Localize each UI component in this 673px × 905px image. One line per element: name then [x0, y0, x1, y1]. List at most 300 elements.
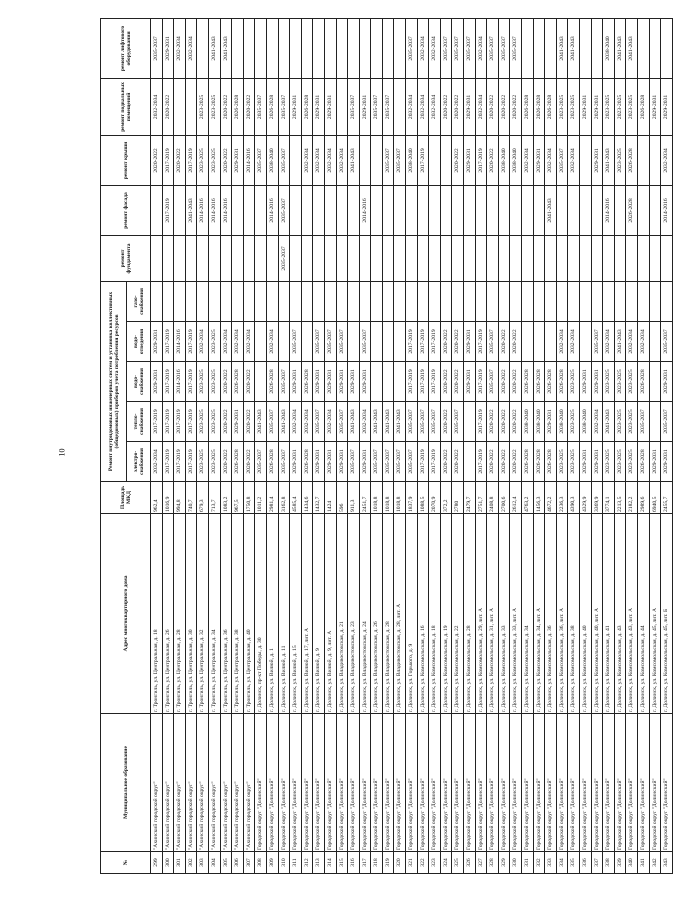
roof-cell: 2038-2040	[510, 135, 522, 185]
lift-cell: 2041-2043	[614, 18, 626, 78]
basement-cell: 2020-2022	[487, 78, 499, 135]
foundation-cell	[510, 235, 522, 281]
electro-cell: 2035-2037	[406, 442, 418, 482]
address-cell: г. Долинск, ул. Вилюй, д. 15	[290, 514, 302, 714]
table-row	[510, 18, 522, 873]
sewer-cell: 2032-2034	[637, 322, 649, 362]
table-row	[579, 18, 591, 873]
water-cell: 2020-2022	[498, 362, 510, 402]
table-row	[440, 18, 452, 873]
table-row	[151, 18, 163, 873]
lift-cell: 2035-2037	[440, 18, 452, 78]
electro-cell: 2035-2037	[371, 442, 383, 482]
row-number: 303	[197, 852, 209, 874]
water-cell: 2017-2019	[162, 362, 174, 402]
basement-cell: 2026-2028	[637, 78, 649, 135]
address-cell: г. Долинск, ул. Владивостокская, д. 28, лит. А	[394, 514, 406, 714]
gas-cell	[371, 281, 383, 321]
table-row	[208, 18, 220, 873]
electro-cell: 2029-2031	[324, 442, 336, 482]
gas-cell	[498, 281, 510, 321]
sewer-cell: 2032-2034	[197, 322, 209, 362]
address-cell: г. Долинск, ул. Комсомольская, д. 43	[614, 514, 626, 714]
foundation-cell	[243, 235, 255, 281]
row-number: 328	[487, 852, 499, 874]
heat-cell: 2032-2034	[324, 402, 336, 442]
lift-cell	[371, 18, 383, 78]
municipality-cell: Городской округ "Долинский"	[556, 714, 568, 852]
area-cell: 3774,1	[603, 482, 615, 514]
electro-cell: 2020-2022	[220, 442, 232, 482]
lift-cell: 2035-2037	[464, 18, 476, 78]
row-number: 317	[359, 852, 371, 874]
electro-cell: 2017-2019	[429, 442, 441, 482]
electro-cell: 2032-2034	[151, 442, 163, 482]
basement-cell	[394, 78, 406, 135]
area-cell: 1434,6	[301, 482, 313, 514]
sewer-cell: 2023-2025	[208, 322, 220, 362]
heat-cell: 2029-2031	[232, 402, 244, 442]
water-cell: 2026-2028	[301, 362, 313, 402]
lift-cell	[255, 18, 267, 78]
basement-cell: 2023-2025	[626, 78, 638, 135]
row-number: 306	[232, 852, 244, 874]
municipality-cell: Городской округ "Долинский"	[324, 714, 336, 852]
area-cell: 2070,9	[429, 482, 441, 514]
lift-cell: 2041-2043	[208, 18, 220, 78]
electro-cell: 2026-2028	[301, 442, 313, 482]
water-cell: 2023-2025	[208, 362, 220, 402]
facade-cell	[579, 185, 591, 235]
header-num: №	[101, 852, 151, 874]
lift-cell: 2035-2037	[452, 18, 464, 78]
heat-cell: 2041-2043	[348, 402, 360, 442]
table-row	[220, 18, 232, 873]
basement-cell: 2032-2034	[151, 78, 163, 135]
basement-cell: 2029-2031	[649, 78, 661, 135]
row-number: 327	[475, 852, 487, 874]
municipality-cell: Городской округ "Долинский"	[637, 714, 649, 852]
address-cell: г. Долинск, ул. Комсомольская, д. 41	[603, 514, 615, 714]
basement-cell: 2029-2031	[359, 78, 371, 135]
foundation-cell	[371, 235, 383, 281]
sewer-cell: 2029-2031	[151, 322, 163, 362]
foundation-cell	[591, 235, 603, 281]
water-cell: 2029-2031	[579, 362, 591, 402]
basement-cell: 2026-2028	[266, 78, 278, 135]
table-row	[429, 18, 441, 873]
roof-cell: 2017-2019	[185, 135, 197, 185]
lift-cell	[301, 18, 313, 78]
area-cell: 1837,9	[406, 482, 418, 514]
address-cell: г. Долинск, ул. Вилюй, д. 1	[266, 514, 278, 714]
area-cell: 994,8	[174, 482, 186, 514]
heat-cell: 2041-2043	[278, 402, 290, 442]
table-row	[382, 18, 394, 873]
row-number: 343	[661, 852, 673, 874]
row-number: 331	[522, 852, 534, 874]
water-cell: 2014-2016	[174, 362, 186, 402]
water-cell: 2020-2022	[220, 362, 232, 402]
row-number: 309	[266, 852, 278, 874]
foundation-cell	[429, 235, 441, 281]
foundation-cell	[255, 235, 267, 281]
foundation-cell	[545, 235, 557, 281]
heat-cell: 2023-2025	[568, 402, 580, 442]
area-cell: 3162,8	[278, 482, 290, 514]
municipality-cell: Городской округ "Долинский"	[266, 714, 278, 852]
sewer-cell: 2020-2022	[498, 322, 510, 362]
address-cell: г. Тронгиль, ул. Центральная, д. 28	[174, 514, 186, 714]
electro-cell: 2023-2025	[614, 442, 626, 482]
area-cell: 1424	[324, 482, 336, 514]
water-cell: 2035-2037	[278, 362, 290, 402]
roof-cell: 2032-2034	[336, 135, 348, 185]
gas-cell	[243, 281, 255, 321]
heat-cell: 2041-2043	[371, 402, 383, 442]
gas-cell	[185, 281, 197, 321]
foundation-cell	[359, 235, 371, 281]
area-cell: 2479,7	[464, 482, 476, 514]
foundation-cell	[556, 235, 568, 281]
area-cell: 911,3	[348, 482, 360, 514]
foundation-cell	[464, 235, 476, 281]
municipality-cell: Городской округ "Долинский"	[603, 714, 615, 852]
electro-cell: 2035-2037	[278, 442, 290, 482]
electro-cell: 2029-2031	[359, 442, 371, 482]
electro-cell: 2035-2037	[394, 442, 406, 482]
facade-cell	[498, 185, 510, 235]
basement-cell: 2032-2034	[406, 78, 418, 135]
heat-cell: 2020-2022	[243, 402, 255, 442]
gas-cell	[232, 281, 244, 321]
water-cell: 2029-2031	[359, 362, 371, 402]
sewer-cell	[545, 322, 557, 362]
heat-cell: 2035-2037	[661, 402, 673, 442]
roof-cell	[440, 135, 452, 185]
heat-cell: 2023-2025	[626, 402, 638, 442]
municipality-cell: "Ахинский городской округ"	[151, 714, 163, 852]
lift-cell	[382, 18, 394, 78]
municipality-cell: Городской округ "Долинский"	[533, 714, 545, 852]
roof-cell	[579, 135, 591, 185]
heat-cell: 2035-2037	[266, 402, 278, 442]
roof-cell: 2020-2022	[174, 135, 186, 185]
municipality-cell: Городской округ "Долинский"	[371, 714, 383, 852]
water-cell: 2029-2031	[591, 362, 603, 402]
header-area: Площадь МКД	[101, 482, 151, 514]
facade-cell	[487, 185, 499, 235]
row-number: 332	[533, 852, 545, 874]
electro-cell: 2026-2028	[522, 442, 534, 482]
facade-cell: 2014-2016	[197, 185, 209, 235]
foundation-cell	[603, 235, 615, 281]
address-cell: г. Долинск, ул. Владивостокская, д. 26	[371, 514, 383, 714]
row-number: 342	[649, 852, 661, 874]
basement-cell: 2023-2025	[197, 78, 209, 135]
sewer-cell: 2032-2034	[626, 322, 638, 362]
municipality-cell: Городской округ "Долинский"	[579, 714, 591, 852]
row-number: 333	[545, 852, 557, 874]
gas-cell	[579, 281, 591, 321]
sewer-cell: 2032-2034	[220, 322, 232, 362]
repair-schedule-table	[100, 18, 673, 874]
foundation-cell: 2035-2037	[278, 235, 290, 281]
gas-cell	[452, 281, 464, 321]
water-cell	[371, 362, 383, 402]
facade-cell	[637, 185, 649, 235]
area-cell: 1018,8	[394, 482, 406, 514]
gas-cell	[336, 281, 348, 321]
heat-cell	[464, 402, 476, 442]
table-row	[255, 18, 267, 873]
basement-cell: 2026-2028	[545, 78, 557, 135]
row-number: 326	[464, 852, 476, 874]
area-cell: 2780	[452, 482, 464, 514]
row-number: 319	[382, 852, 394, 874]
water-cell: 2023-2025	[626, 362, 638, 402]
sewer-cell: 2032-2034	[568, 322, 580, 362]
facade-cell	[417, 185, 429, 235]
table-row	[394, 18, 406, 873]
electro-cell: 2035-2037	[382, 442, 394, 482]
address-cell: г. Долинск, ул. Комсомольская, д. 18	[429, 514, 441, 714]
facade-cell: 2014-2016	[220, 185, 232, 235]
basement-cell	[174, 78, 186, 135]
heat-cell: 2020-2022	[498, 402, 510, 442]
foundation-cell	[487, 235, 499, 281]
row-number: 321	[406, 852, 418, 874]
address-cell: г. Тронгиль, ул. Центральная, д. 40	[243, 514, 255, 714]
sewer-cell: 2032-2034	[243, 322, 255, 362]
water-cell: 2029-2031	[151, 362, 163, 402]
basement-cell: 2029-2031	[591, 78, 603, 135]
municipality-cell: Городской округ "Долинский"	[545, 714, 557, 852]
area-cell: 2408,8	[487, 482, 499, 514]
table-row	[336, 18, 348, 873]
area-cell: 2700,6	[498, 482, 510, 514]
table-row	[603, 18, 615, 873]
sewer-cell: 2017-2019	[429, 322, 441, 362]
roof-cell	[637, 135, 649, 185]
sewer-cell: 2020-2022	[452, 322, 464, 362]
foundation-cell	[301, 235, 313, 281]
table-row	[498, 18, 510, 873]
table-row	[417, 18, 429, 873]
address-cell: г. Долинск, ул. Владивостокская, д. 24	[359, 514, 371, 714]
table-row	[313, 18, 325, 873]
basement-cell: 2020-2022	[510, 78, 522, 135]
electro-cell: 2029-2031	[579, 442, 591, 482]
gas-cell	[429, 281, 441, 321]
heat-cell: 2038-2040	[556, 402, 568, 442]
sewer-cell	[579, 322, 591, 362]
header-electro: электро-снабжения	[127, 442, 151, 482]
area-cell: 2236,3	[556, 482, 568, 514]
sewer-cell	[301, 322, 313, 362]
electro-cell: 2020-2022	[243, 442, 255, 482]
roof-cell: 2032-2034	[568, 135, 580, 185]
roof-cell: 2017-2019	[162, 135, 174, 185]
municipality-cell: "Ахинский городской округ"	[162, 714, 174, 852]
row-number: 310	[278, 852, 290, 874]
water-cell: 2029-2031	[661, 362, 673, 402]
lift-cell	[591, 18, 603, 78]
area-cell: 679,3	[197, 482, 209, 514]
municipality-cell: Городской округ "Долинский"	[417, 714, 429, 852]
address-cell: г. Тронгиль, ул. Центральная, д. 36	[220, 514, 232, 714]
municipality-cell: Городской округ "Долинский"	[301, 714, 313, 852]
address-cell: г. Долинск, ул. Владивостокская, д. 28	[382, 514, 394, 714]
lift-cell: 2032-2034	[475, 18, 487, 78]
gas-cell	[406, 281, 418, 321]
sewer-cell: 2035-2037	[290, 322, 302, 362]
address-cell: г. Долинск, ул. Комсомольская, д. 33, лит. А	[510, 514, 522, 714]
roof-cell: 2029-2031	[464, 135, 476, 185]
municipality-cell: Городской округ "Долинский"	[626, 714, 638, 852]
roof-cell: 2017-2019	[475, 135, 487, 185]
row-number: 312	[301, 852, 313, 874]
sewer-cell	[255, 322, 267, 362]
table-row	[243, 18, 255, 873]
lift-cell: 2035-2037	[487, 18, 499, 78]
area-cell: 1456,3	[533, 482, 545, 514]
gas-cell	[440, 281, 452, 321]
lift-cell	[661, 18, 673, 78]
gas-cell	[394, 281, 406, 321]
row-number: 305	[220, 852, 232, 874]
basement-cell: 2020-2022	[440, 78, 452, 135]
water-cell: 2029-2031	[313, 362, 325, 402]
water-cell: 2029-2031	[464, 362, 476, 402]
address-cell: г. Долинск, ул. Комсомольская, д. 34, лит. А	[533, 514, 545, 714]
roof-cell: 2038-2040	[498, 135, 510, 185]
facade-cell	[440, 185, 452, 235]
foundation-cell	[185, 235, 197, 281]
table-row	[464, 18, 476, 873]
roof-cell: 2029-2031	[232, 135, 244, 185]
header-gas: газо-снабжения	[127, 281, 151, 321]
table-row	[522, 18, 534, 873]
facade-cell	[382, 185, 394, 235]
heat-cell: 2020-2022	[220, 402, 232, 442]
facade-cell	[301, 185, 313, 235]
lift-cell	[313, 18, 325, 78]
facade-cell	[522, 185, 534, 235]
foundation-cell	[324, 235, 336, 281]
basement-cell: 2029-2031	[290, 78, 302, 135]
gas-cell	[649, 281, 661, 321]
heat-cell: 2041-2043	[394, 402, 406, 442]
municipality-cell: "Ахинский городской округ"	[174, 714, 186, 852]
lift-cell: 2041-2043	[626, 18, 638, 78]
gas-cell	[382, 281, 394, 321]
table-row	[614, 18, 626, 873]
lift-cell	[394, 18, 406, 78]
row-number: 302	[185, 852, 197, 874]
area-cell: 4672,2	[545, 482, 557, 514]
foundation-cell	[406, 235, 418, 281]
lift-cell	[232, 18, 244, 78]
header-roof: ремонт крыши	[101, 135, 151, 185]
water-cell: 2017-2019	[475, 362, 487, 402]
facade-cell	[151, 185, 163, 235]
water-cell: 2029-2031	[336, 362, 348, 402]
heat-cell: 2041-2043	[603, 402, 615, 442]
electro-cell: 2026-2028	[232, 442, 244, 482]
sewer-cell: 2017-2019	[185, 322, 197, 362]
lift-cell	[649, 18, 661, 78]
facade-cell: 2041-2043	[545, 185, 557, 235]
facade-cell	[336, 185, 348, 235]
municipality-cell: Городской округ "Долинский"	[429, 714, 441, 852]
basement-cell: 2026-2028	[232, 78, 244, 135]
electro-cell: 2029-2031	[336, 442, 348, 482]
facade-cell: 2014-2016	[266, 185, 278, 235]
municipality-cell: Городской округ "Долинский"	[498, 714, 510, 852]
table-row	[452, 18, 464, 873]
sewer-cell	[533, 322, 545, 362]
area-cell: 1016,9	[162, 482, 174, 514]
facade-cell	[313, 185, 325, 235]
row-number: 316	[348, 852, 360, 874]
row-number: 320	[394, 852, 406, 874]
heat-cell: 2032-2034	[301, 402, 313, 442]
basement-cell: 2029-2031	[464, 78, 476, 135]
gas-cell	[151, 281, 163, 321]
gas-cell	[174, 281, 186, 321]
sewer-cell: 2020-2022	[440, 322, 452, 362]
address-cell: г. Долинск, ул. Комсомольская, д. 28	[464, 514, 476, 714]
table-row	[406, 18, 418, 873]
facade-cell	[429, 185, 441, 235]
gas-cell	[359, 281, 371, 321]
header-engineering-group: Ремонт внутридомовых инженерных систем и установка коллективных (общедомовых) приборов учета потребления ресурсов	[101, 281, 127, 481]
address-cell: г. Долинск, ул. Владивостокская, д. 23	[348, 514, 360, 714]
electro-cell: 2029-2031	[591, 442, 603, 482]
municipality-cell: "Ахинский городской округ"	[243, 714, 255, 852]
foundation-cell	[232, 235, 244, 281]
address-cell: г. Тронгиль, ул. Центральная, д. 30	[185, 514, 197, 714]
area-cell: 3369,9	[591, 482, 603, 514]
lift-cell: 2041-2043	[556, 18, 568, 78]
address-cell: г. Долинск, ул. Комсомольская, д. 16	[417, 514, 429, 714]
lift-cell: 2032-2034	[417, 18, 429, 78]
facade-cell: 2041-2043	[185, 185, 197, 235]
electro-cell: 2029-2031	[290, 442, 302, 482]
row-number: 334	[556, 852, 568, 874]
electro-cell	[464, 442, 476, 482]
basement-cell: 2029-2031	[313, 78, 325, 135]
gas-cell	[278, 281, 290, 321]
lift-cell: 2032-2034	[174, 18, 186, 78]
gas-cell	[522, 281, 534, 321]
lift-cell	[290, 18, 302, 78]
roof-cell: 2020-2022	[452, 135, 464, 185]
electro-cell: 2023-2025	[197, 442, 209, 482]
foundation-cell	[266, 235, 278, 281]
header-water: водо-снабжения	[127, 362, 151, 402]
area-cell: 1088,5	[417, 482, 429, 514]
sewer-cell: 2032-2034	[266, 322, 278, 362]
water-cell: 2026-2028	[522, 362, 534, 402]
foundation-cell	[614, 235, 626, 281]
table-row	[626, 18, 638, 873]
header-foundation: ремонт фундамента	[101, 235, 151, 281]
municipality-cell: Городской округ "Долинский"	[348, 714, 360, 852]
roof-cell: 2017-2019	[417, 135, 429, 185]
area-cell: 2612,4	[510, 482, 522, 514]
